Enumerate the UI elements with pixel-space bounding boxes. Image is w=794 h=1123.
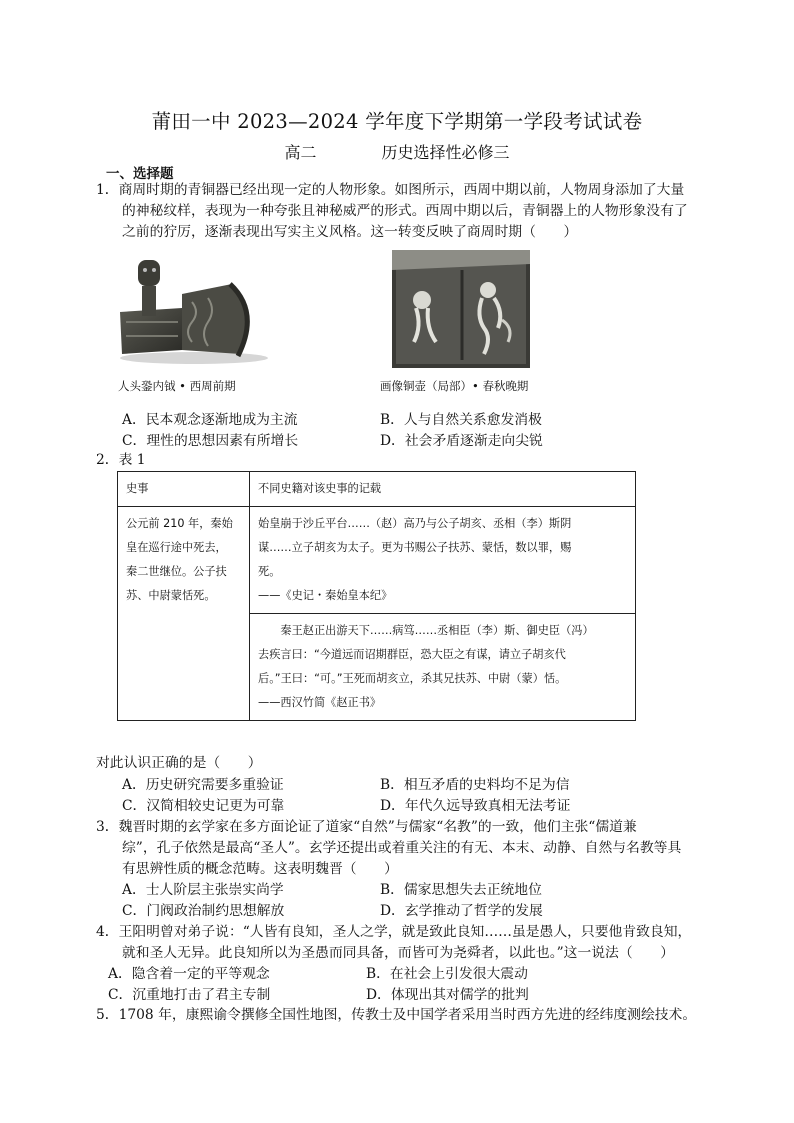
table-record-shiji [250,507,636,614]
option-b: B．人与自然关系愈发消极 [380,412,542,428]
option-d: D．玄学推动了哲学的发展 [380,903,543,919]
table-text-line: 秦王赵正出游天下……病笃……丞相臣（李）斯、御史臣（冯） [258,624,594,637]
option-c: C．沉重地打击了君主专制 [108,987,271,1003]
question-5-line: 5．1708 年，康熙谕令撰修全国性地图，传教士及中国学者采用当时西方先进的经纬度测绘技术。 [96,1007,697,1023]
question-5 [96,1005,706,1026]
history-records-table [117,471,636,721]
option-a: A．历史研究需要多重验证 [122,777,284,793]
question-2-stem [96,753,706,774]
table-text-line: 谋……立子胡亥为太子。更为书赐公子扶苏、蒙恬，数以罪，赐 [258,541,572,554]
exam-subtitle [0,140,794,163]
question-1-options [122,410,638,452]
option-d: D．社会矛盾逐渐走向尖锐 [380,433,543,449]
option-b: B．相互矛盾的史料均不足为信 [380,777,570,793]
bronze-vessel-image [392,250,530,368]
table-header-event: 史事 [118,472,250,507]
question-1-line: 1．商周时期的青铜器已经出现一定的人物形象。如图所示，西周中期以前，人物周身添加了大量 [96,182,685,198]
image-caption-left: 人头銎内钺 • 西周前期 [118,379,236,393]
question-2-label [96,450,706,471]
table-event-cell [118,507,250,721]
table-text-line: 始皇崩于沙丘平台……（赵）高乃与公子胡亥、丞相（李）斯阴 [258,517,572,530]
table-text-line: 后。”王曰：“可。”王死而胡亥立，杀其兄扶苏、中尉（蒙）恬。 [258,672,567,685]
question-4-line: 4．王阳明曾对弟子说：“人皆有良知，圣人之学，就是致此良知……虽是愚人，只要他肯致良知， [96,924,692,940]
table-text-line: 苏、中尉蒙恬死。 [126,589,216,602]
question-1 [96,180,706,243]
option-a: A．士人阶层主张崇实尚学 [122,882,284,898]
question-3-line: 综”，孔子依然是最高“圣人”。玄学还提出或着重关注的有无、本末、动静、自然与名教等具 [122,840,682,856]
bronze-axe-image [112,250,277,368]
question-4 [96,922,706,964]
table-text-line: 秦二世继位。公子扶 [126,565,227,578]
table-text-line: 去疾言曰：“今道远而诏期群臣，恐大臣之有谋，请立子胡亥代 [258,648,566,661]
question-4-line: 就和圣人无异。此良知所以为圣愚而同具备，而皆可为尧舜者，以此也。”这一说法（ ） [122,945,675,961]
table-text-line: 皇在巡行途中死去， [126,541,227,554]
question-4-options [108,964,624,1006]
option-c: C．门阀政治制约思想解放 [122,903,285,919]
question-3-line: 3．魏晋时期的玄学家在多方面论证了道家“自然”与儒家“名教”的一致，他们主张“儒道兼 [96,819,637,835]
grade-label: 高二 [284,143,317,162]
table-record-zhaozhengshu [250,614,636,721]
question-2-line: 对此认识正确的是（ ） [96,755,262,771]
table-source: ——《史记・秦始皇本纪》 [258,589,393,602]
question-3-options [122,880,638,922]
option-c: C．理性的思想因素有所增长 [122,433,299,449]
option-b: B．在社会上引发很大震动 [366,966,528,982]
option-a: A．民本观念逐渐地成为主流 [122,412,298,428]
table-header-records: 不同史籍对该史事的记载 [250,472,636,507]
section-heading: 一、选择题 [106,166,174,182]
option-b: B．儒家思想失去正统地位 [380,882,542,898]
question-2-options [122,775,638,817]
option-a: A．隐含着一定的平等观念 [108,966,270,982]
question-3-line: 有思辨性质的概念范畴。这表明魏晋（ ） [122,861,398,877]
option-d: D．年代久远导致真相无法考证 [380,798,571,814]
table-text-line: 死。 [258,565,281,578]
table-text-line: 公元前 210 年，秦始 [126,517,233,530]
question-2-line: 2．表 1 [96,452,146,468]
image-caption-right: 画像铜壶（局部）• 春秋晚期 [380,379,529,393]
option-c: C．汉简相较史记更为可靠 [122,798,285,814]
option-d: D．体现出其对儒学的批判 [366,987,529,1003]
question-3 [96,817,706,880]
question-1-line: 的神秘纹样，表现为一种夸张且神秘威严的形式。西周中期以后，青铜器上的人物形象没有了 [122,203,688,219]
question-1-line: 之前的狞厉，逐渐表现出写实主义风格。这一转变反映了商周时期（ ） [122,224,578,240]
subject-label: 历史选择性必修三 [381,143,510,162]
exam-title: 莆田一中 2023—2024 学年度下学期第一学段考试试卷 [151,110,643,133]
table-source: ——西汉竹简《赵正书》 [258,696,382,709]
